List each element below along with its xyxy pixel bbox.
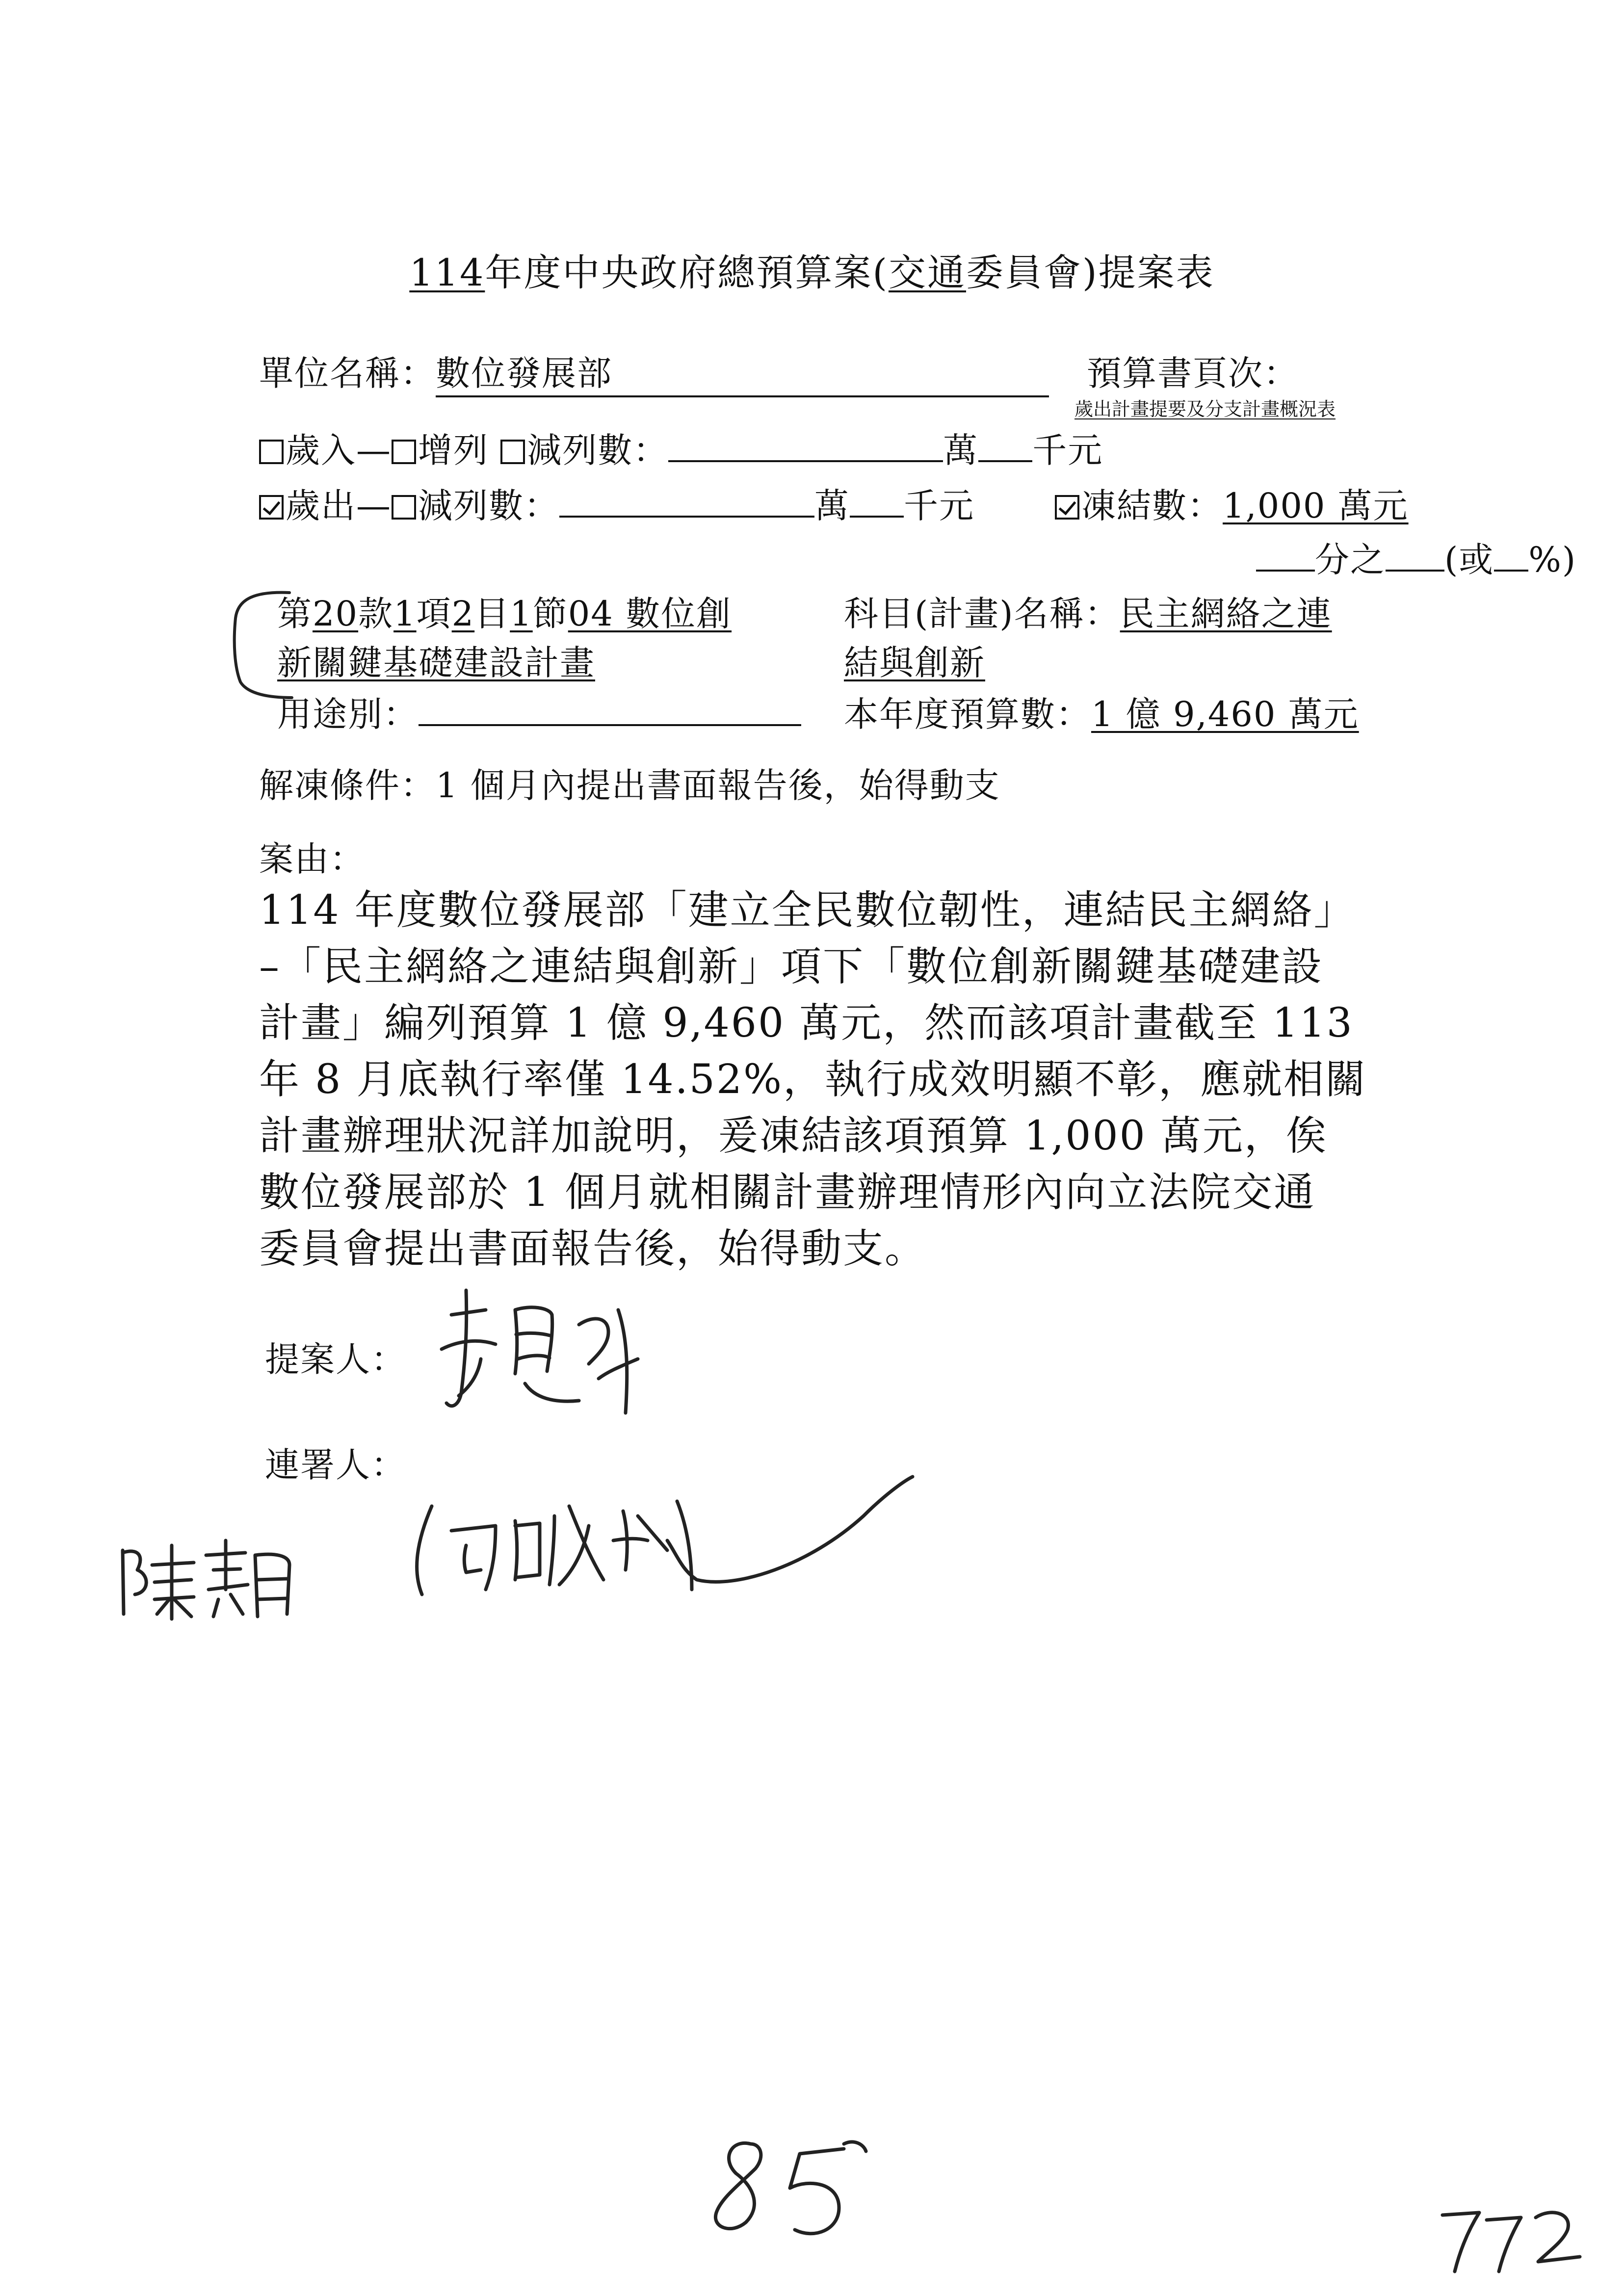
- annual-label: 本年度預算數：: [844, 694, 1091, 734]
- title-committee-suffix: 委員會: [966, 251, 1083, 294]
- freeze-label: 凍結數：: [1081, 486, 1223, 526]
- expense-decrease-label: 減列數：: [418, 486, 559, 526]
- expense-qian: 千元: [904, 486, 974, 526]
- fraction-pct: %): [1528, 540, 1577, 580]
- revenue-label: 歲入—: [286, 430, 392, 470]
- cosigner-1-signature: [108, 1526, 334, 1626]
- increase-label: 增列: [418, 430, 489, 470]
- reason-line: 計畫」編列預算 1 億 9,460 萬元，然而該項計畫截至 113: [259, 1000, 1354, 1046]
- kuan-value: 20: [313, 594, 359, 634]
- reason-line: 數位發展部於 1 個月就相關計畫辦理情形內向立法院交通: [259, 1169, 1316, 1216]
- subject-line1: [844, 586, 1332, 636]
- title-year: 114: [409, 251, 485, 294]
- subject-line2: [844, 635, 985, 685]
- expense-wan-blank: [559, 516, 814, 518]
- fraction-or: (或: [1444, 540, 1494, 580]
- fraction-fen-zhi: 分之: [1315, 540, 1386, 580]
- fraction-percent-blank: [1494, 570, 1528, 572]
- expense-row: [259, 478, 974, 528]
- plan-name-line1: 04 數位創: [568, 594, 732, 634]
- expense-decrease-checkbox[interactable]: [392, 495, 416, 520]
- reason-line: 年 8 月底執行率僅 14.52%，執行成效明顯不彰，應就相關: [259, 1056, 1367, 1103]
- expense-label: 歲出—: [286, 486, 392, 526]
- freeze-group: [1055, 478, 1409, 528]
- revenue-wan-blank: [668, 460, 943, 462]
- revenue-qian-blank: [978, 460, 1032, 462]
- expense-checkbox[interactable]: [259, 495, 284, 520]
- reason-line: 114 年度數位發展部「建立全民數位韌性，連結民主網絡」: [259, 887, 1356, 934]
- unit-label: 單位名稱：: [259, 353, 436, 393]
- unit-row: [259, 346, 1049, 397]
- revenue-decrease-checkbox[interactable]: [500, 440, 525, 464]
- usage-label: 用途別：: [277, 694, 419, 734]
- cosigner-1-signature-image: [108, 1526, 334, 1624]
- fraction-numerator-blank: [1256, 570, 1315, 572]
- proposer-signature-image: [432, 1280, 648, 1428]
- title-prefix: 年度中央政府總預算案(: [485, 251, 889, 294]
- revenue-qian: 千元: [1032, 430, 1103, 470]
- freeze-checkbox[interactable]: [1055, 495, 1079, 520]
- handwritten-number-85: [697, 2124, 873, 2254]
- usage-row: [277, 687, 801, 736]
- increase-checkbox[interactable]: [392, 440, 416, 464]
- proposer-signature: [432, 1280, 648, 1430]
- usage-blank: [419, 724, 801, 726]
- handwritten-number-772-image: [1433, 2193, 1595, 2281]
- reason-line: –「民主網絡之連結與創新」項下「數位創新關鍵基礎建設: [259, 943, 1324, 990]
- title-committee: 交通: [889, 251, 967, 294]
- title-suffix: )提案表: [1082, 251, 1215, 294]
- mu-value: 2: [451, 594, 475, 634]
- fraction-row: [1256, 532, 1576, 582]
- revenue-row: [259, 423, 1103, 472]
- jie-value: 1: [510, 594, 533, 634]
- expense-qian-blank: [850, 516, 904, 518]
- revenue-wan: 萬: [943, 430, 979, 470]
- revenue-decrease-label: 減列數：: [527, 430, 669, 470]
- reason-line: 委員會提出書面報告後，始得動支。: [259, 1226, 927, 1272]
- annual-value: 1 億 9,460 萬元: [1091, 694, 1359, 734]
- reason-label: 案由：: [259, 839, 365, 879]
- proposer-label: 提案人：: [265, 1339, 406, 1380]
- expense-wan: 萬: [814, 486, 850, 526]
- form-title: [0, 243, 1624, 296]
- budget-item-line2: [277, 635, 595, 685]
- subject-value-line2: 結與創新: [844, 643, 985, 683]
- freeze-value: 1,000 萬元: [1223, 486, 1409, 526]
- xiang-value: 1: [393, 594, 417, 634]
- cosigner-2-signature-image: [393, 1442, 932, 1663]
- reason-line: 計畫辦理狀況詳加說明，爰凍結該項預算 1,000 萬元，俟: [259, 1113, 1328, 1159]
- unfreeze-condition: 解凍條件：1 個月內提出書面報告後，始得動支: [259, 765, 1000, 806]
- annual-row: [844, 687, 1359, 736]
- cosigner-2-signature: [393, 1442, 932, 1665]
- cosigner-label: 連署人：: [265, 1445, 406, 1485]
- handwritten-number-85-image: [697, 2124, 873, 2252]
- plan-name-line2: 新關鍵基礎建設計畫: [277, 643, 595, 683]
- page-label: 預算書頁次：: [1087, 353, 1299, 393]
- fraction-denominator-blank: [1386, 570, 1444, 572]
- page-note: 歲出計畫提要及分支計畫概況表: [1074, 398, 1336, 420]
- handwritten-number-772: [1433, 2193, 1595, 2283]
- budget-item-line1: 第20款1項2目1節04 數位創: [277, 594, 732, 634]
- subject-value-line1: 民主網絡之連: [1120, 594, 1332, 634]
- subject-label: 科目(計畫)名稱：: [844, 594, 1120, 634]
- unit-value: 數位發展部: [436, 346, 1049, 397]
- revenue-checkbox[interactable]: [259, 440, 284, 464]
